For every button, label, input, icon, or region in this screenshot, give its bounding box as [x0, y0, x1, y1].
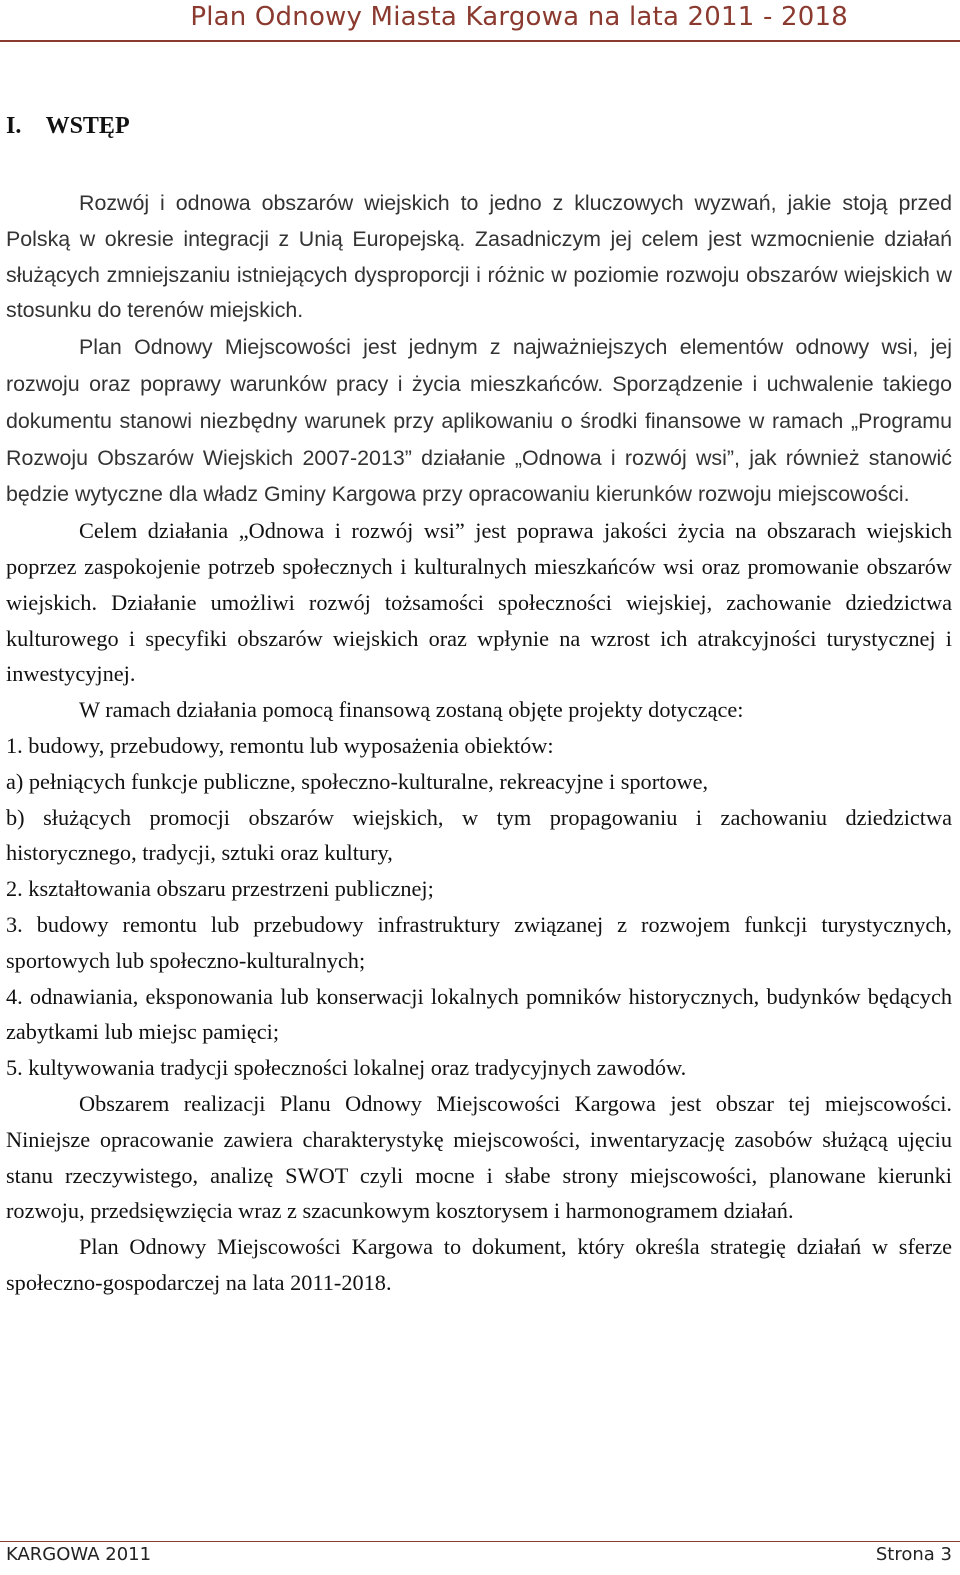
section-number: I. — [6, 113, 22, 139]
paragraph-strategia: Plan Odnowy Miejscowości Kargowa to dokument, który określa strategię działań w sferze społeczno-gospodarczej na lata 2011-2018. — [6, 1234, 952, 1295]
list-item-5: 5. kultywowania tradycji społeczności lokalnej oraz tradycyjnych zawodów. — [6, 1055, 687, 1081]
header-title: Plan Odnowy Miasta Kargowa na lata 2011 - 2018 — [190, 2, 848, 32]
list-item-2: 2. kształtowania obszaru przestrzeni publicznej; — [6, 876, 434, 902]
document-body — [6, 104, 952, 1301]
list-item-1b: b) służących promocji obszarów wiejskich, w tym propagowaniu i zachowaniu dziedzictwa historycznego, tradycji, sztuki oraz kultury, — [6, 804, 952, 866]
paragraph-cel-dzialania: Celem działania „Odnowa i rozwój wsi” jest poprawa jakości życia na obszarach wiejskich poprzez zaspokojenie potrzeb społecznych i kulturalnych mieszkańców wsi oraz promowanie obszarów wiejskich. Działanie umożliwi rozwój tożsamości społeczności wiejskiej, zachowanie dziedzictwa kulturowego i specyfiki obszarów wiejskich oraz wpłynie na wzrost ich atrakcyjności turystycznej i inwestycyjnej. — [6, 518, 952, 687]
page-header — [0, 0, 960, 40]
list-item-1: 1. budowy, przebudowy, remontu lub wyposażenia obiektów: — [6, 732, 554, 758]
list-item-3: 3. budowy remontu lub przebudowy infrastruktury związanej z rozwojem funkcji turystycznych, sportowych lub społeczno-kulturalnych; — [6, 911, 952, 973]
paragraph-plan-odnowy-rest: Sporządzenie i uchwalenie takiego dokumentu stanowi niezbędny warunek przy aplikowaniu o środki finansowe w ramach „Programu Rozwoju Obszarów Wiejskich 2007-2013” działanie „Odnowa i rozwój wsi”, jak również stanowić będzie wytyczne dla władz Gminy Kargowa przy opracowaniu kierunków rozwoju miejscowości. — [6, 371, 952, 507]
paragraph-intro: Rozwój i odnowa obszarów wiejskich to jedno z kluczowych wyzwań, jakie stoją przed Polską w okresie integracji z Unią Europejską. Zasadniczym jej celem jest wzmocnienie działań służących zmniejszaniu istniejących dysproporcji i różnic w poziomie rozwoju obszarów wiejskich w stosunku do terenów miejskich. — [6, 191, 952, 323]
header-divider — [0, 40, 960, 42]
paragraph-plan-odnowy-lead: Plan Odnowy Miejscowości jest jednym z najważniejszych elementów odnowy wsi, jej rozwoju oraz poprawy warunków pracy i życia mieszkańców. — [6, 335, 952, 396]
section-title: WSTĘP — [45, 113, 130, 139]
paragraph-projekty-intro: W ramach działania pomocą finansową zostaną objęte projekty dotyczące: — [79, 697, 744, 723]
footer-divider — [0, 1541, 960, 1542]
paragraph-obszar-realizacji: Obszarem realizacji Planu Odnowy Miejscowości Kargowa jest obszar tej miejscowości. Niniejsze opracowanie zawiera charakterystykę miejscowości, inwentaryzację zasobów służącą ujęciu stanu rzeczywistego, analizę SWOT czyli mocne i słabe strony miejscowości, planowane kierunki rozwoju, przedsięwzięcia wraz z szacunkowym kosztorysem i harmonogramem działań. — [6, 1090, 952, 1224]
page-number: Strona 3 — [875, 1544, 952, 1565]
page-footer — [6, 1544, 952, 1565]
list-item-4: 4. odnawiania, eksponowania lub konserwacji lokalnych pomników historycznych, budynków będących zabytkami lub miejsc pamięci; — [6, 983, 952, 1045]
list-item-1a: a) pełniących funkcje publiczne, społeczno-kulturalne, rekreacyjne i sportowe, — [6, 768, 709, 794]
section-heading — [6, 104, 952, 149]
footer-left: KARGOWA 2011 — [6, 1544, 152, 1565]
paragraph-plan-odnowy — [6, 329, 952, 513]
